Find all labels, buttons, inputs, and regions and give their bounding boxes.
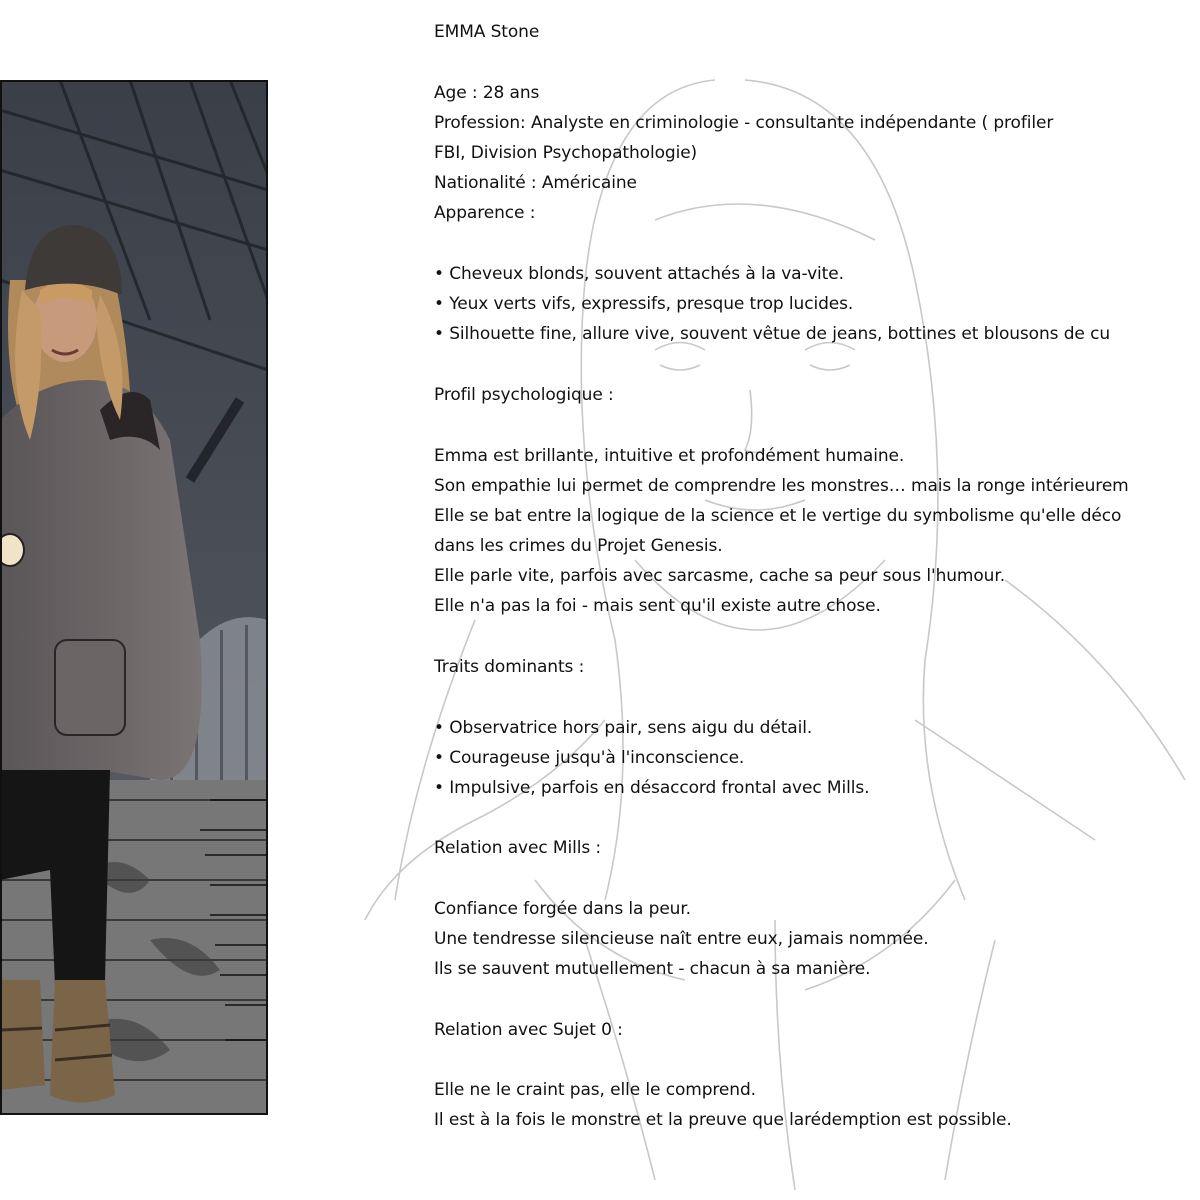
psych-line: Elle parle vite, parfois avec sarcasme, cache sa peur sous l'humour.: [434, 566, 1005, 586]
trait-item: • Observatrice hors pair, sens aigu du détail.: [434, 716, 812, 740]
appearance-item: • Cheveux blonds, souvent attachés à la va-vite.: [434, 262, 844, 286]
appearance-item: • Yeux verts vifs, expressifs, presque trop lucides.: [434, 292, 853, 316]
character-illustration: [0, 80, 268, 1115]
age-line: Age : 28 ans: [434, 83, 540, 103]
appearance-heading: Apparence :: [434, 203, 536, 223]
sujet-line: Elle ne le craint pas, elle le comprend.: [434, 1080, 756, 1100]
character-name: EMMA Stone: [434, 22, 540, 42]
psych-line: Elle n'a pas la foi - mais sent qu'il existe autre chose.: [434, 596, 881, 616]
psych-line: Emma est brillante, intuitive et profondément humaine.: [434, 446, 905, 466]
appearance-item: • Silhouette fine, allure vive, souvent vêtue de jeans, bottines et blousons de cu: [434, 322, 1110, 346]
psych-line: Son empathie lui permet de comprendre les monstres… mais la ronge intérieurem: [434, 476, 1129, 496]
psych-heading: Profil psychologique :: [434, 385, 614, 405]
mills-line: Ils se sauvent mutuellement - chacun à sa manière.: [434, 959, 871, 979]
profession-line-2: FBI, Division Psychopathologie): [434, 143, 698, 163]
trait-item: • Courageuse jusqu'à l'inconscience.: [434, 746, 744, 770]
nationality-line: Nationalité : Américaine: [434, 173, 637, 193]
mills-line: Confiance forgée dans la peur.: [434, 899, 691, 919]
psych-line: Elle se bat entre la logique de la science et le vertige du symbolisme qu'elle déco: [434, 506, 1122, 526]
sujet-heading: Relation avec Sujet 0 :: [434, 1020, 623, 1040]
profession-line-1: Profession: Analyste en criminologie - consultante indépendante ( profiler: [434, 113, 1054, 133]
sujet-line: Il est à la fois le monstre et la preuve que larédemption est possible.: [434, 1110, 1012, 1130]
psych-line: dans les crimes du Projet Genesis.: [434, 536, 723, 556]
traits-heading: Traits dominants :: [434, 657, 585, 677]
character-sheet: [434, 16, 1200, 1186]
mills-heading: Relation avec Mills :: [434, 838, 602, 858]
trait-item: • Impulsive, parfois en désaccord frontal avec Mills.: [434, 776, 869, 800]
mills-line: Une tendresse silencieuse naît entre eux, jamais nommée.: [434, 929, 929, 949]
